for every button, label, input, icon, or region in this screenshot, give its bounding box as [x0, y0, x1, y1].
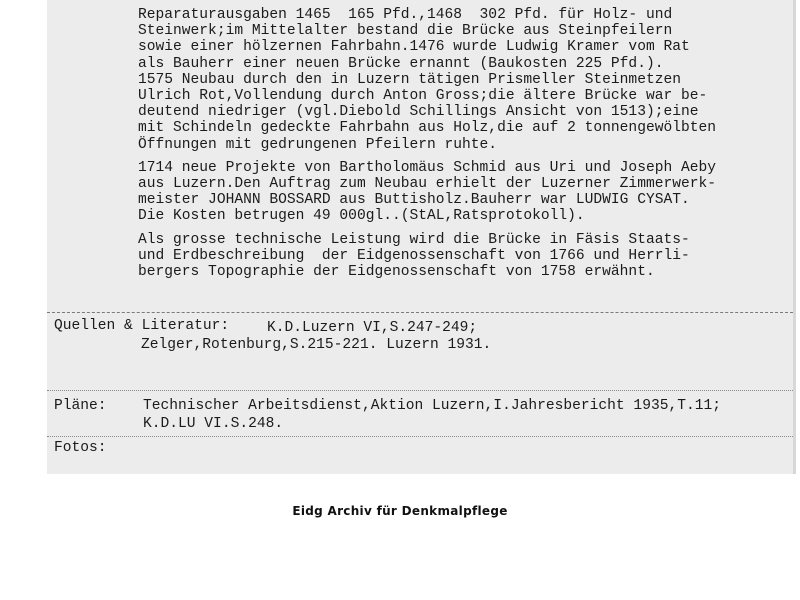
- text-line: sowie einer hölzernen Fahrbahn.1476 wurde Ludwig Kramer vom Rat: [138, 39, 690, 56]
- text-line: Die Kosten betrugen 49 000gl..(StAL,Ratsprotokoll).: [138, 208, 585, 225]
- text-line: bergers Topographie der Eidgenossenschaft von 1758 erwähnt.: [138, 264, 655, 281]
- text-line: 1575 Neubau durch den in Luzern tätigen Prismeller Steinmetzen: [138, 71, 681, 88]
- paragraph-projects-1714: [138, 160, 788, 225]
- text-line: aus Luzern.Den Auftrag zum Neubau erhielt der Luzerner Zimmerwerk-: [138, 176, 717, 193]
- archive-caption: Eidg Archiv für Denkmalpflege: [292, 504, 508, 518]
- text-line: 1714 neue Projekte von Bartholomäus Schmid aus Uri und Joseph Aeby: [138, 159, 717, 176]
- card-edge: [793, 0, 796, 474]
- paragraph-history: [138, 7, 788, 153]
- paragraph-technical-achievement: [138, 232, 788, 281]
- text-line: Öffnungen mit gedrungenen Pfeilern ruhte.: [138, 136, 498, 153]
- photos-label: Fotos:: [54, 440, 107, 456]
- plans-line-2: K.D.LU VI.S.248.: [143, 416, 284, 432]
- text-line: meister JOHANN BOSSARD aus Buttisholz.Bauherr war LUDWIG CYSAT.: [138, 192, 690, 209]
- plans-line-1: Technischer Arbeitsdienst,Aktion Luzern,I.Jahresbericht 1935,T.11;: [143, 398, 722, 414]
- sources-label: Quellen & Literatur:: [54, 318, 230, 334]
- text-line: und Erdbeschreibung der Eidgenossenschaft von 1766 und Herrli-: [138, 247, 690, 264]
- divider-photos: [47, 436, 793, 437]
- sources-line-2: Zelger,Rotenburg,S.215-221. Luzern 1931.: [141, 337, 492, 353]
- text-line: Reparaturausgaben 1465 165 Pfd.,1468 302 Pfd. für Holz- und: [138, 7, 673, 23]
- text-line: mit Schindeln gedeckte Fahrbahn aus Holz,die auf 2 tonnengewölbten: [138, 120, 717, 137]
- text-line: Ulrich Rot,Vollendung durch Anton Gross;die ältere Brücke war be-: [138, 88, 708, 105]
- text-line: Steinwerk;im Mittelalter bestand die Brücke aus Steinpfeilern: [138, 23, 673, 40]
- text-line: deutend niedriger (vgl.Diebold Schillings Ansicht von 1513);eine: [138, 104, 699, 121]
- divider-plans: [47, 390, 793, 391]
- card-body-text: [138, 7, 788, 280]
- divider-sources: [47, 312, 793, 313]
- text-line: Als grosse technische Leistung wird die Brücke in Fäsis Staats-: [138, 231, 690, 248]
- plans-label: Pläne:: [54, 398, 107, 414]
- text-line: als Bauherr einer neuen Brücke ernannt (Baukosten 225 Pfd.).: [138, 55, 664, 72]
- sources-line-1: K.D.Luzern VI,S.247-249;: [267, 320, 478, 336]
